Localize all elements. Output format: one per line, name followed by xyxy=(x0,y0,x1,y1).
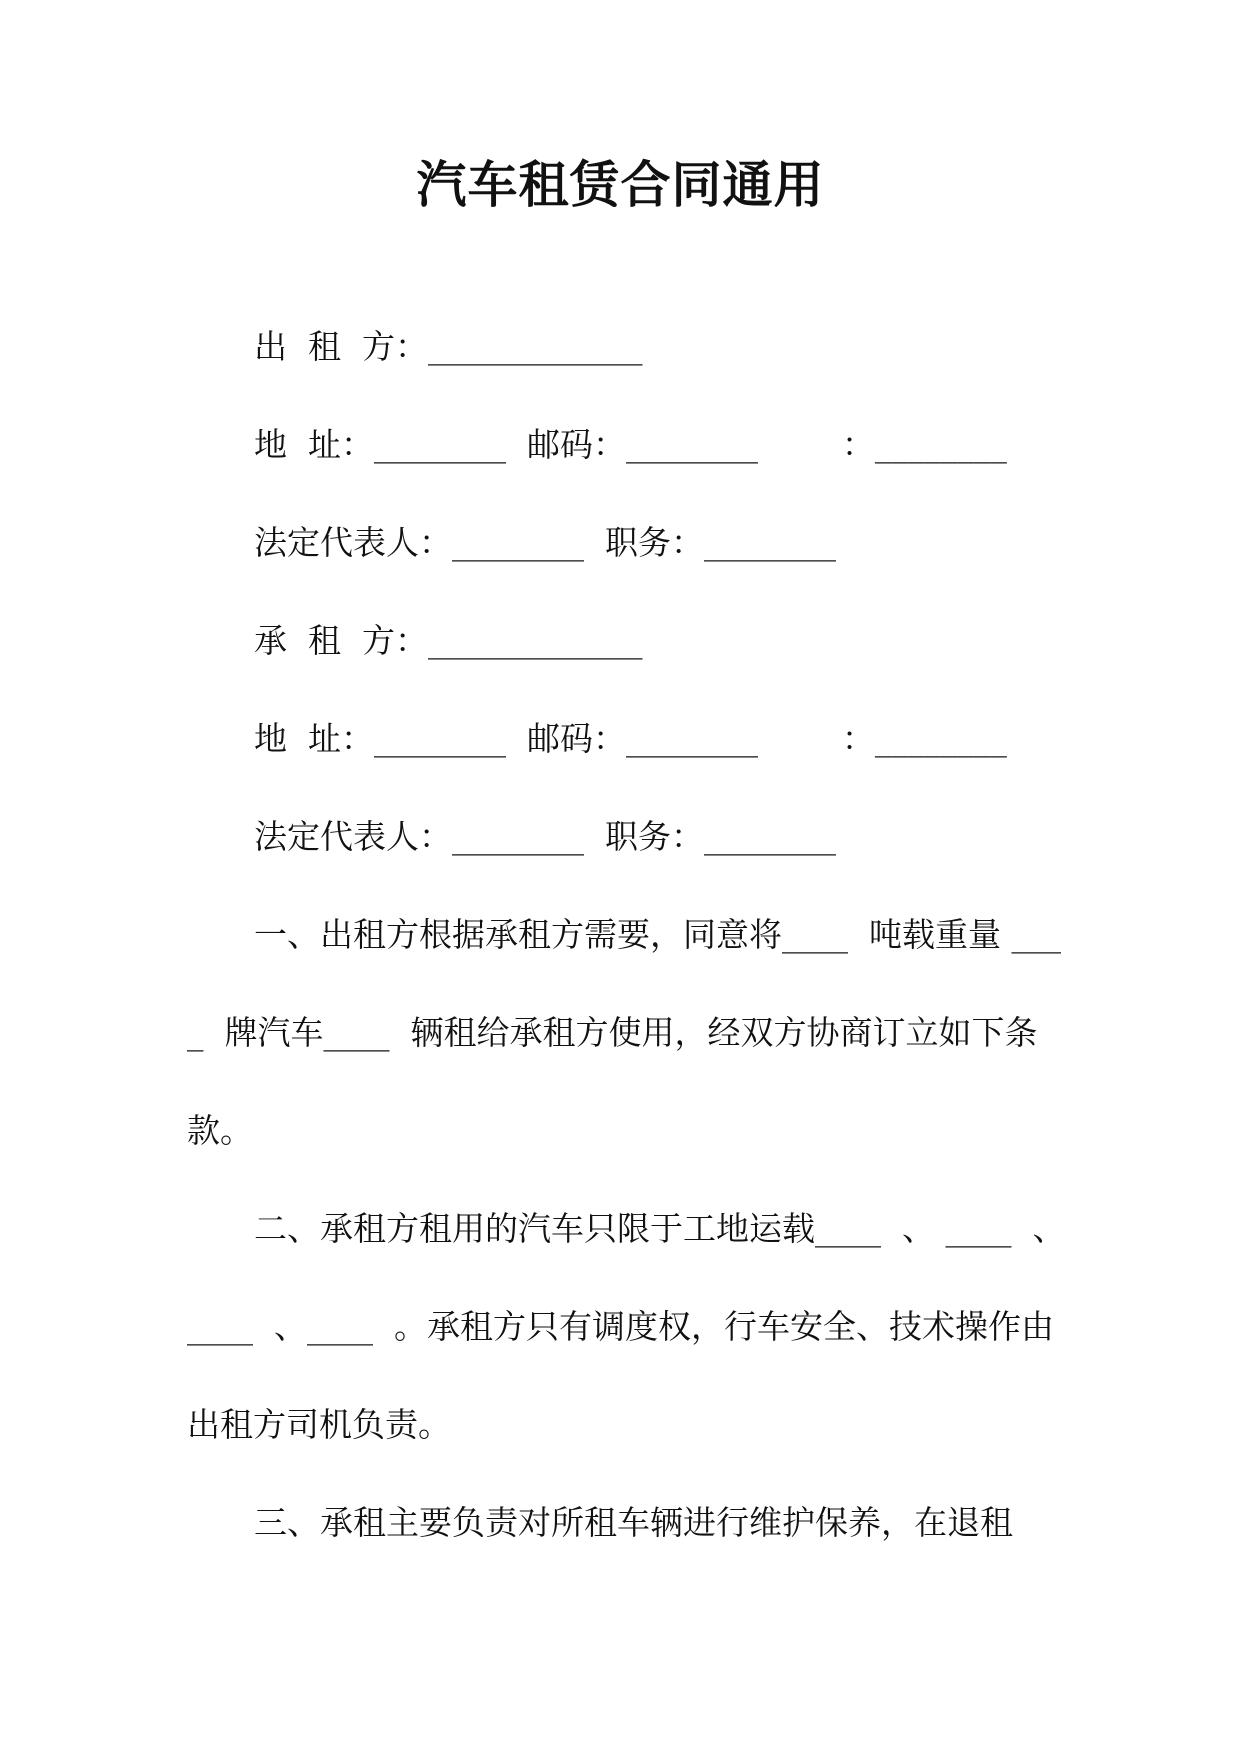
document-body xyxy=(187,298,1067,1572)
clause-3: 三、承租主要负责对所租车辆进行维护保养，在退租 xyxy=(254,1503,1013,1542)
lessee-name-line: 承 租 方：_____________ xyxy=(254,621,643,660)
lessor-address-line: 地 址：________ 邮码：________ ：________ xyxy=(254,425,1007,464)
document-title: 汽车租赁合同通用 xyxy=(416,155,825,214)
lessor-name-line: 出 租 方：_____________ xyxy=(254,327,643,366)
lessor-representative-line: 法定代表人：________ 职务：________ xyxy=(254,523,836,562)
clause-1: 一、出租方根据承租方需要，同意将____ 吨载重量 ____ 牌汽车____ 辆租给承租方使用，经双方协商订立如下条款。 xyxy=(187,915,1061,1150)
clause-2: 二、承租方租用的汽车只限于工地运载____ 、 ____ 、____ 、____ 。承租方只有调度权，行车安全、技术操作由出租方司机负责。 xyxy=(187,1209,1066,1444)
lessee-address-line: 地 址：________ 邮码：________ ：________ xyxy=(254,719,1007,758)
lessee-representative-line: 法定代表人：________ 职务：________ xyxy=(254,817,836,856)
